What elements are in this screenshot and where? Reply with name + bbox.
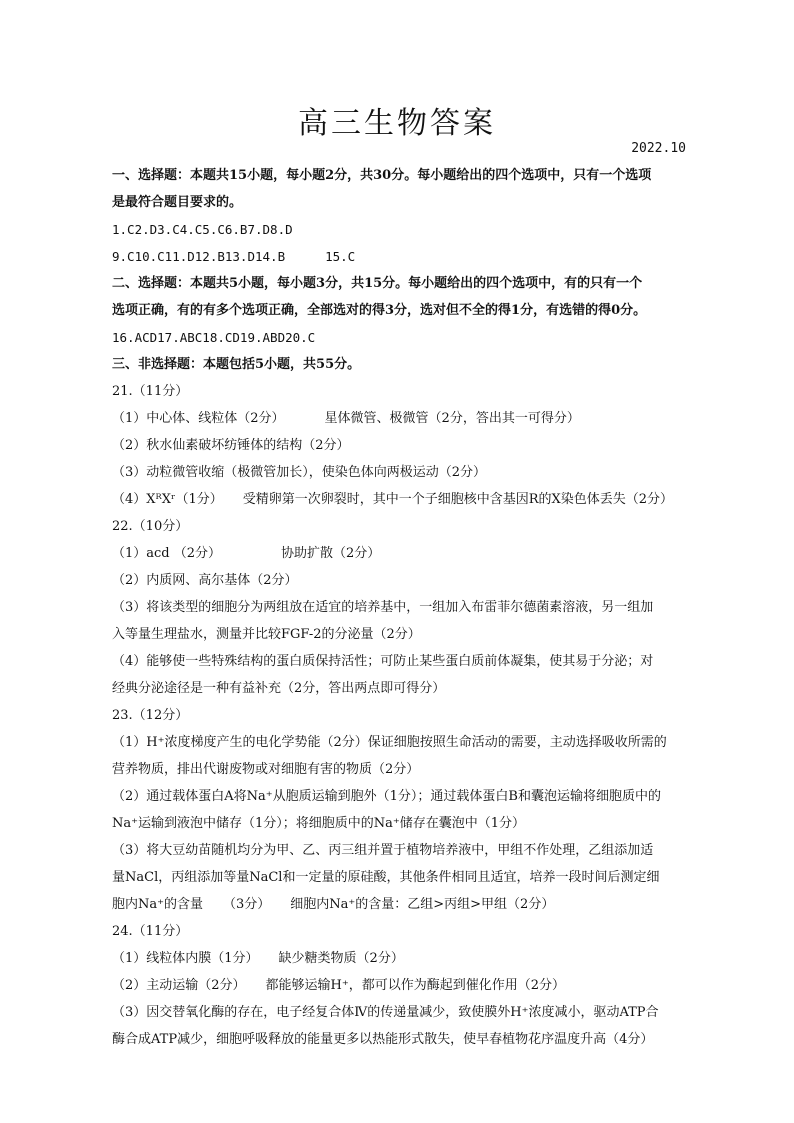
section-1-answers-row-2: [112, 243, 702, 270]
q24-a2-part-1: （2）主动运输（2分）: [112, 978, 246, 993]
question-23-number: 23.（12分）: [112, 708, 189, 723]
section-1-answers-row-1: 1.C2.D3.C4.C5.C6.B7.D8.D: [112, 222, 293, 237]
answer-content: [112, 162, 702, 1053]
question-23-answer-3-line-1: （3）将大豆幼苗随机均分为甲、乙、丙三组并置于植物培养液中，甲组不作处理，乙组添加适: [112, 843, 654, 858]
question-23-answer-2-line-2: Na⁺运输到液泡中储存（1分）；将细胞质中的Na⁺储存在囊泡中（1分）: [112, 816, 526, 831]
q24-a1-part-1: （1）线粒体内膜（1分）: [112, 951, 259, 966]
question-21-answer-3: （3）动粒微管收缩（极微管加长），使染色体向两极运动（2分）: [112, 465, 487, 480]
question-24-answer-2: [112, 972, 702, 999]
question-21-number: 21.（11分）: [112, 384, 189, 399]
exam-date: 2022.10: [631, 141, 686, 156]
section-2-answers-row: 16.ACD17.ABC18.CD19.ABD20.C: [112, 330, 316, 345]
q23-a3-part-2: （3分）: [223, 897, 271, 912]
question-23-answer-2-line-1: （2）通过载体蛋白A将Na⁺从胞质运输到胞外（1分）；通过载体蛋白B和囊泡运输将细胞质中的: [112, 789, 661, 804]
section-1-heading-cont: 是最符合题目要求的。: [112, 195, 243, 210]
q24-a2-part-2: 都能够运输H⁺，都可以作为酶起到催化作用（2分）: [265, 978, 566, 993]
question-22-number: 22.（10分）: [112, 519, 189, 534]
q21-a1-part-1: （1）中心体、线粒体（2分）: [112, 411, 285, 426]
q22-a1-part-2: 协助扩散（2分）: [281, 546, 381, 561]
question-22-answer-3-line-2: 入等量生理盐水，测量并比较FGF-2的分泌量（2分）: [112, 627, 421, 642]
question-23-answer-1-line-1: （1）H⁺浓度梯度产生的电化学势能（2分）保证细胞按照生命活动的需要，主动选择吸收所需的: [112, 735, 667, 750]
question-22-answer-3-line-1: （3）将该类型的细胞分为两组放在适宜的培养基中，一组加入布雷菲尔德菌素溶液，另一组加: [112, 600, 654, 615]
question-24-answer-3-line-2: 酶合成ATP减少，细胞呼吸释放的能量更多以热能形式散失，使早春植物花序温度升高（4分）: [112, 1032, 654, 1047]
q23-a3-part-3: 细胞内Na⁺的含量：乙组>丙组>甲组（2分）: [290, 897, 555, 912]
q24-a1-part-2: 缺少糖类物质（2分）: [278, 951, 404, 966]
q23-a3-part-1: 胞内Na⁺的含量: [112, 897, 203, 912]
question-22-answer-1: [112, 540, 702, 567]
section-1-heading: 一、选择题：本题共15小题，每小题2分，共30分。每小题给出的四个选项中，只有一个选项: [112, 168, 652, 183]
q21-a1-part-2: 星体微管、极微管（2分，答出其一可得分）: [324, 411, 580, 426]
question-23-answer-3-line-2: 量NaCl，丙组添加等量NaCl和一定量的原硅酸，其他条件相同且适宜，培养一段时间后测定细: [112, 870, 660, 885]
question-23-answer-3-line-3: [112, 891, 702, 918]
question-22-answer-4-line-1: （4）能够使一些特殊结构的蛋白质保持活性；可防止某些蛋白质前体凝集，使其易于分泌；对: [112, 654, 654, 669]
question-23-answer-1-line-2: 营养物质，排出代谢废物或对细胞有害的物质（2分）: [112, 762, 420, 777]
question-24-answer-1: [112, 945, 702, 972]
section-1-answers-9-14: 9.C10.C11.D12.B13.D14.B: [112, 249, 286, 264]
section-2-heading-cont: 选项正确，有的有多个选项正确，全部选对的得3分，选对但不全的得1分，有选错的得0分。: [112, 303, 647, 318]
q21-a4-part-2: 受精卵第一次卵裂时，其中一个子细胞核中含基因R的X染色体丢失（2分）: [242, 492, 674, 507]
question-22-answer-4-line-2: 经典分泌途径是一种有益补充（2分，答出两点即可得分）: [112, 681, 446, 696]
page-title: 高三生物答案: [298, 106, 496, 141]
section-2-heading: 二、选择题：本题共5小题，每小题3分，共15分。每小题给出的四个选项中，有的只有一个: [112, 276, 643, 291]
question-21-answer-1: [112, 405, 702, 432]
question-24-answer-3-line-1: （3）因交替氧化酶的存在，电子经复合体Ⅳ的传递量减少，致使膜外H⁺浓度减小，驱动ATP合: [112, 1005, 659, 1020]
q22-a1-part-1: （1）acd （2分）: [112, 546, 222, 561]
question-21-answer-2: （2）秋水仙素破坏纺锤体的结构（2分）: [112, 438, 350, 453]
section-3-heading: 三、非选择题：本题包括5小题，共55分。: [112, 357, 361, 372]
question-22-answer-2: （2）内质网、高尔基体（2分）: [112, 573, 298, 588]
section-1-answer-15: 15.C: [325, 249, 356, 264]
q21-a4-part-1: （4）XᴿXʳ（1分）: [112, 492, 223, 507]
question-21-answer-4: [112, 486, 702, 513]
question-24-number: 24.（11分）: [112, 924, 189, 939]
